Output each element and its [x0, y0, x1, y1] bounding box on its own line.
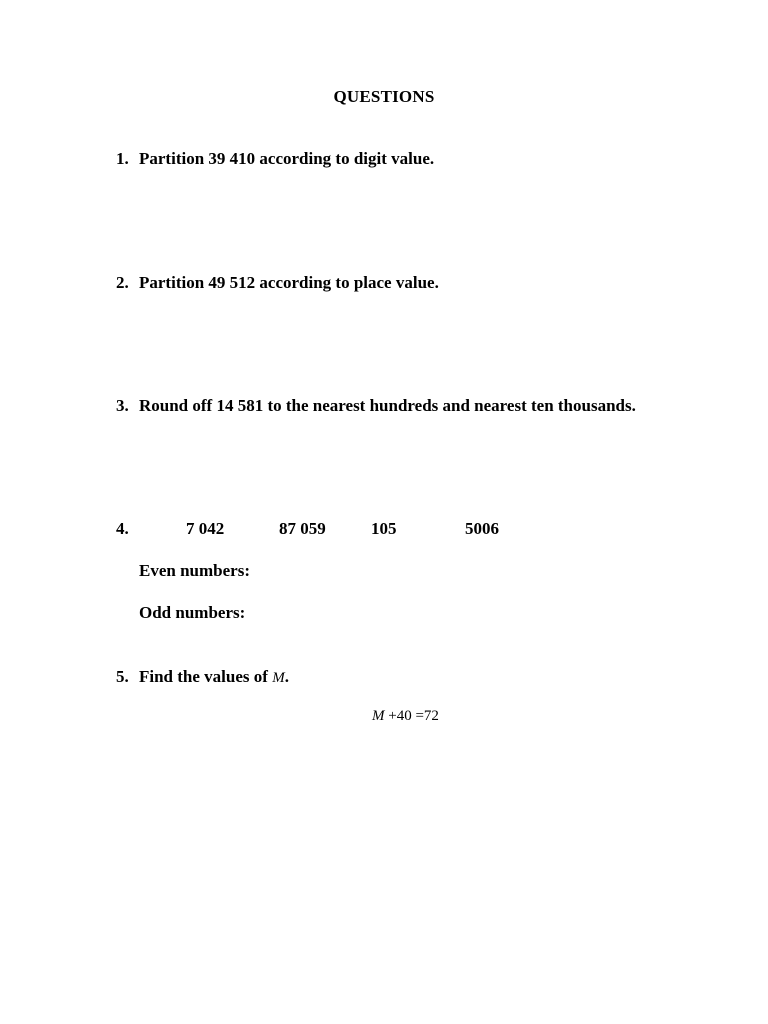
- number-item: 5006: [465, 519, 499, 538]
- question-4: [116, 519, 139, 539]
- question-number: 3.: [116, 396, 129, 415]
- question-text: Partition 39 410 according to digit value.: [139, 149, 435, 168]
- question-5: [116, 667, 289, 687]
- question-text-end: .: [284, 667, 289, 686]
- question-text: Find the values of: [139, 667, 273, 686]
- number-item: 105: [371, 519, 397, 538]
- odd-numbers-label: Odd numbers:: [139, 603, 246, 622]
- question-number: 2.: [116, 273, 129, 292]
- equation-variable: M: [372, 708, 385, 724]
- even-numbers-label: Even numbers:: [139, 561, 250, 580]
- question-number: 5.: [116, 667, 129, 686]
- number-item: 7 042: [186, 519, 225, 538]
- variable-symbol: M: [272, 670, 285, 686]
- equation: [372, 708, 439, 725]
- question-number: 1.: [116, 149, 129, 168]
- page-title: QUESTIONS: [333, 87, 435, 106]
- equation-rest: +40 =72: [384, 708, 439, 724]
- question-3: [116, 396, 636, 416]
- question-2: [116, 273, 439, 293]
- question-text: Partition 49 512 according to place value.: [139, 273, 439, 292]
- number-item: 87 059: [279, 519, 326, 538]
- question-text: Round off 14 581 to the nearest hundreds and nearest ten thousands.: [139, 396, 636, 415]
- question-number: 4.: [116, 519, 129, 538]
- question-1: [116, 149, 434, 169]
